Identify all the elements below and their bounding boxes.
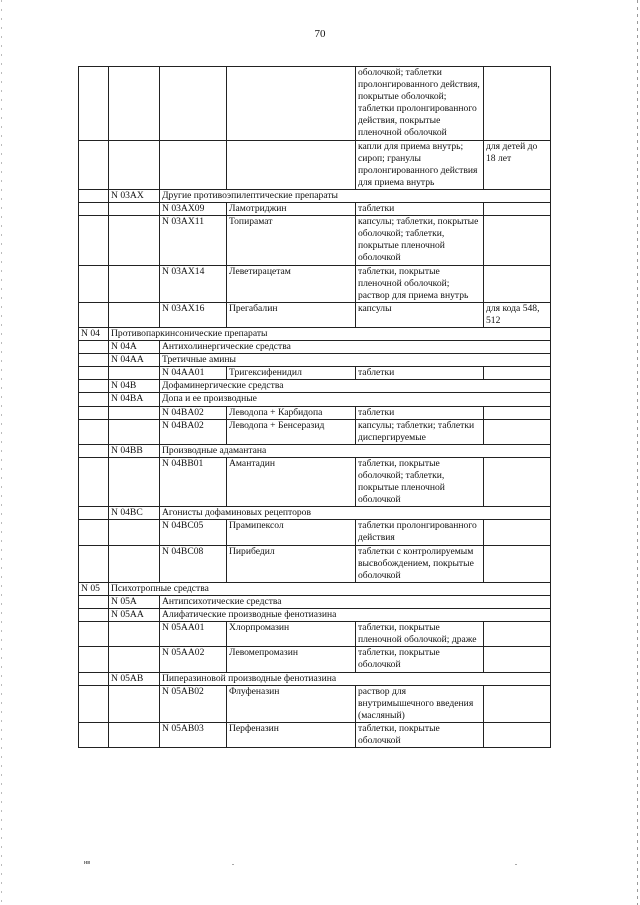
empty-cell <box>79 265 109 302</box>
medication-table-body <box>79 67 551 748</box>
table-row <box>79 457 551 506</box>
scan-edge-right <box>637 0 638 905</box>
empty-cell <box>109 302 160 327</box>
group-title: Противопаркинсонические препараты <box>109 327 551 340</box>
empty-cell <box>109 367 160 380</box>
group-title: Психотропные средства <box>109 582 551 595</box>
table-group-row <box>79 609 551 622</box>
note-cell <box>484 520 551 545</box>
table-row <box>79 67 551 141</box>
dosage-form: таблетки <box>356 203 484 216</box>
empty-cell <box>79 354 109 367</box>
empty-cell <box>79 647 109 672</box>
group-title: Пиперазиновой производные фенотиазина <box>160 672 551 685</box>
note-cell: для детей до 18 лет <box>484 140 551 189</box>
medication-table <box>78 66 551 748</box>
dosage-form: таблетки с контролируемым высвобождением, покрытые оболочкой <box>356 545 484 582</box>
drug-name: Топирамат <box>227 216 356 265</box>
empty-cell <box>109 545 160 582</box>
atc-code: N 04BA02 <box>160 406 227 419</box>
atc-code: N 05AA02 <box>160 647 227 672</box>
drug-name: Амантадин <box>227 457 356 506</box>
note-cell: для кода 548, 512 <box>484 302 551 327</box>
atc-code: N 03AX09 <box>160 203 227 216</box>
empty-cell <box>79 341 109 354</box>
group-code: N 04B <box>109 380 160 393</box>
drug-name: Перфеназин <box>227 722 356 747</box>
empty-cell <box>79 685 109 722</box>
dosage-form: капли для приема внутрь; сироп; гранулы пролонгированного действия для приема внутрь <box>356 140 484 189</box>
dosage-form: раствор для внутримышечного введения (масляный) <box>356 685 484 722</box>
group-code: N 05A <box>109 595 160 608</box>
table-group-row <box>79 444 551 457</box>
scan-dot: . <box>515 858 517 867</box>
empty-cell <box>109 685 160 722</box>
group-title: Антихолинергические средства <box>160 341 551 354</box>
empty-cell <box>79 216 109 265</box>
note-cell <box>484 67 551 141</box>
empty-cell <box>79 393 109 406</box>
table-group-row <box>79 582 551 595</box>
group-title: Антипсихотические средства <box>160 595 551 608</box>
atc-code: N 05AA01 <box>160 622 227 647</box>
drug-name: Левомепромазин <box>227 647 356 672</box>
empty-cell <box>79 302 109 327</box>
atc-code: N 04BA02 <box>160 419 227 444</box>
empty-cell <box>109 520 160 545</box>
note-cell <box>484 419 551 444</box>
group-title: Дофаминергические средства <box>160 380 551 393</box>
empty-cell <box>79 722 109 747</box>
table-group-row <box>79 354 551 367</box>
note-cell <box>484 647 551 672</box>
empty-cell <box>79 367 109 380</box>
empty-cell <box>79 406 109 419</box>
note-cell <box>484 545 551 582</box>
drug-name: Прегабалин <box>227 302 356 327</box>
footer-mark: нв <box>84 860 91 866</box>
dosage-form: таблетки <box>356 367 484 380</box>
note-cell <box>484 203 551 216</box>
empty-cell <box>79 419 109 444</box>
drug-name: Прамипексол <box>227 520 356 545</box>
atc-code: N 05AB02 <box>160 685 227 722</box>
table-row <box>79 545 551 582</box>
empty-cell <box>109 140 160 189</box>
empty-cell <box>109 457 160 506</box>
empty-cell <box>79 203 109 216</box>
atc-code: N 04BB01 <box>160 457 227 506</box>
table-group-row <box>79 189 551 202</box>
atc-code: N 04AA01 <box>160 367 227 380</box>
table-row <box>79 406 551 419</box>
atc-code: N 03AX11 <box>160 216 227 265</box>
dosage-form: таблетки, покрытые оболочкой <box>356 647 484 672</box>
group-code: N 04A <box>109 341 160 354</box>
table-group-row <box>79 341 551 354</box>
empty-cell <box>79 595 109 608</box>
dosage-form: капсулы; таблетки, покрытые оболочкой; таблетки, покрытые пленочной оболочкой <box>356 216 484 265</box>
drug-name: Леводопа + Карбидопа <box>227 406 356 419</box>
empty-cell <box>79 609 109 622</box>
table-group-row <box>79 393 551 406</box>
atc-code: N 04BC08 <box>160 545 227 582</box>
empty-cell <box>109 406 160 419</box>
table-group-row <box>79 327 551 340</box>
table-row <box>79 722 551 747</box>
dosage-form: капсулы <box>356 302 484 327</box>
drug-name: Леводопа + Бенсеразид <box>227 419 356 444</box>
dosage-form: оболочкой; таблетки пролонгированного действия, покрытые оболочкой; таблетки пролонгированного действия, покрытые пленочной оболочкой <box>356 67 484 141</box>
note-cell <box>484 265 551 302</box>
empty-cell <box>79 520 109 545</box>
note-cell <box>484 367 551 380</box>
dosage-form: капсулы; таблетки; таблетки диспергируемые <box>356 419 484 444</box>
note-cell <box>484 457 551 506</box>
group-code: N 04BA <box>109 393 160 406</box>
table-row <box>79 203 551 216</box>
empty-cell <box>79 507 109 520</box>
empty-cell <box>109 622 160 647</box>
empty-cell <box>79 672 109 685</box>
drug-name: Леветирацетам <box>227 265 356 302</box>
empty-cell <box>79 67 109 141</box>
drug-name: Ламотриджин <box>227 203 356 216</box>
empty-cell <box>109 265 160 302</box>
drug-name: Хлорпромазин <box>227 622 356 647</box>
group-code: N 04 <box>79 327 109 340</box>
atc-code: N 03AX14 <box>160 265 227 302</box>
atc-code <box>160 140 227 189</box>
drug-name: Тригексифенидил <box>227 367 356 380</box>
empty-cell <box>79 545 109 582</box>
empty-cell <box>79 622 109 647</box>
group-title: Третичные амины <box>160 354 551 367</box>
empty-cell <box>79 457 109 506</box>
table-row <box>79 520 551 545</box>
note-cell <box>484 216 551 265</box>
atc-code: N 05AB03 <box>160 722 227 747</box>
empty-cell <box>79 189 109 202</box>
table-group-row <box>79 507 551 520</box>
note-cell <box>484 685 551 722</box>
group-code: N 05AA <box>109 609 160 622</box>
table-row <box>79 685 551 722</box>
group-title: Допа и ее производные <box>160 393 551 406</box>
table-row <box>79 216 551 265</box>
group-title: Агонисты дофаминовых рецепторов <box>160 507 551 520</box>
group-title: Производные адамантана <box>160 444 551 457</box>
group-code: N 05AB <box>109 672 160 685</box>
note-cell <box>484 622 551 647</box>
empty-cell <box>79 444 109 457</box>
note-cell <box>484 722 551 747</box>
empty-cell <box>79 380 109 393</box>
scan-dot: . <box>232 858 234 867</box>
dosage-form: таблетки, покрытые пленочной оболочкой; раствор для приема внутрь <box>356 265 484 302</box>
group-title: Алифатические производные фенотиазина <box>160 609 551 622</box>
dosage-form: таблетки <box>356 406 484 419</box>
table-row <box>79 302 551 327</box>
drug-name <box>227 140 356 189</box>
dosage-form: таблетки, покрытые оболочкой <box>356 722 484 747</box>
group-code: N 04BB <box>109 444 160 457</box>
table-row <box>79 622 551 647</box>
page-number: 70 <box>314 28 326 40</box>
note-cell <box>484 406 551 419</box>
atc-code: N 03AX16 <box>160 302 227 327</box>
empty-cell <box>109 419 160 444</box>
empty-cell <box>109 722 160 747</box>
drug-name: Пирибедил <box>227 545 356 582</box>
empty-cell <box>109 203 160 216</box>
table-row <box>79 140 551 189</box>
table-group-row <box>79 595 551 608</box>
table-row <box>79 367 551 380</box>
drug-name <box>227 67 356 141</box>
atc-code: N 04BC05 <box>160 520 227 545</box>
group-code: N 03AX <box>109 189 160 202</box>
empty-cell <box>109 647 160 672</box>
table-group-row <box>79 380 551 393</box>
dosage-form: таблетки, покрытые пленочной оболочкой; драже <box>356 622 484 647</box>
table-group-row <box>79 672 551 685</box>
table-row <box>79 647 551 672</box>
empty-cell <box>109 216 160 265</box>
atc-code <box>160 67 227 141</box>
drug-name: Флуфеназин <box>227 685 356 722</box>
group-code: N 04AA <box>109 354 160 367</box>
dosage-form: таблетки пролонгированного действия <box>356 520 484 545</box>
group-title: Другие противоэпилептические препараты <box>160 189 551 202</box>
empty-cell <box>79 140 109 189</box>
table-row <box>79 265 551 302</box>
table-row <box>79 419 551 444</box>
group-code: N 04BC <box>109 507 160 520</box>
empty-cell <box>109 67 160 141</box>
group-code: N 05 <box>79 582 109 595</box>
scan-edge-left <box>1 0 2 905</box>
dosage-form: таблетки, покрытые оболочкой; таблетки, покрытые пленочной оболочкой <box>356 457 484 506</box>
